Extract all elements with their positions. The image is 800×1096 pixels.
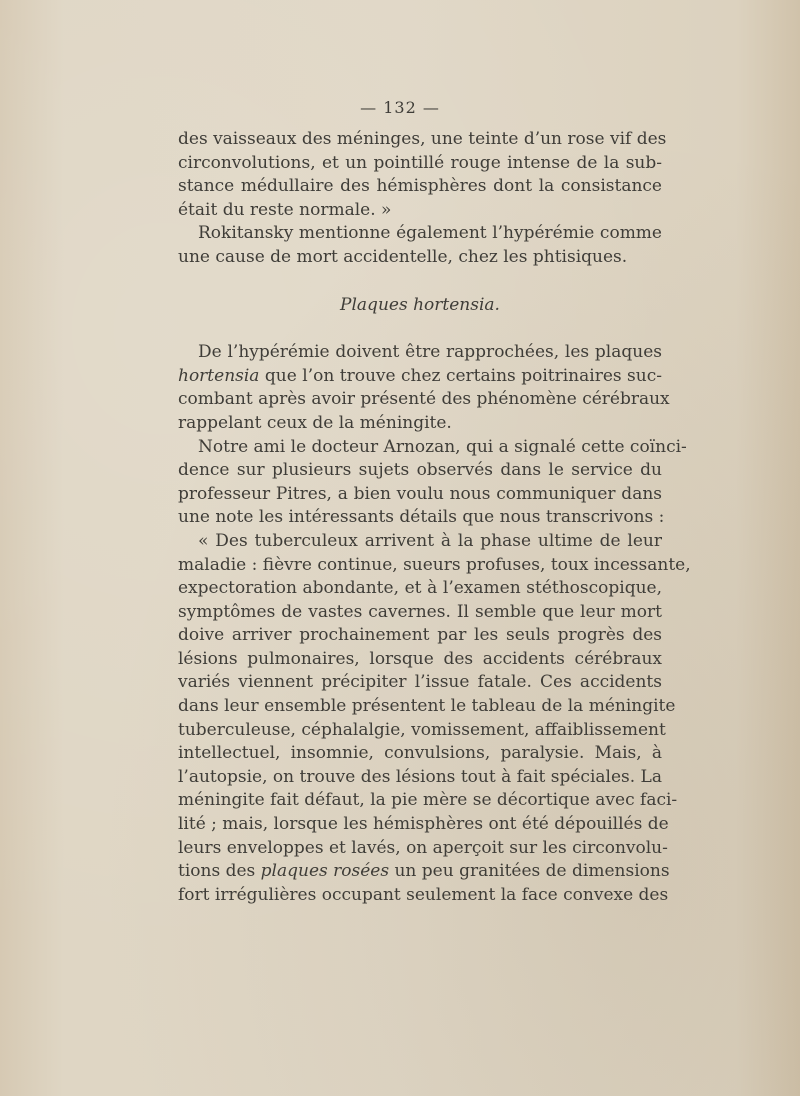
text-line [178,860,670,884]
text-fragment: un peu granitées de dimensions [389,861,670,882]
text-line: l’autopsie, on trouve des lésions tout à fait spéciales. La [178,766,662,787]
text-line: professeur Pitres, a bien voulu nous communiquer dans [178,483,662,504]
text-line: des vaisseaux des méninges, une teinte d’un rose vif des [178,129,667,149]
section-heading: Plaques hortensia. [340,294,500,315]
text-line: fort irrégulières occupant seulement la face convexe des [178,884,669,905]
text-line: « Des tuberculeux arrivent à la phase ultime de leur [198,530,662,551]
text-line: lité ; mais, lorsque les hémisphères ont été dépouillés de [178,814,669,835]
text-line: expectoration abondante, et à l’examen stéthoscopique, [178,578,662,599]
spacer [178,270,662,294]
text-line: De l’hypérémie doivent être rapprochées, les plaques [198,342,662,363]
text-line [178,365,662,389]
text-line: dence sur plusieurs sujets observés dans le service du [178,460,662,481]
text-line: tuberculeuse, céphalalgie, vomissement, affaiblissement [178,719,666,740]
text-line: intellectuel, insomnie, convulsions, paralysie. Mais, à [178,743,662,764]
page-number: — 132 — [360,98,440,117]
text-line: symptômes de vastes cavernes. Il semble que leur mort [178,601,662,622]
text-line: combant après avoir présenté des phénomène cérébraux [178,389,670,410]
italic-term: plaques rosées [260,861,390,882]
text-line: lésions pulmonaires, lorsque des accidents cérébraux [178,648,662,669]
text-line: méningite fait défaut, la pie mère se décortique avec faci- [178,790,678,811]
text-line: Rokitansky mentionne également l’hypérémie comme [198,223,662,244]
text-line: maladie : fièvre continue, sueurs profuses, toux incessante, [178,554,691,575]
text-line: était du reste normale. » [178,199,392,220]
text-line: stance médullaire des hémisphères dont la consistance [178,176,662,197]
spacer [178,317,662,341]
paragraph-arnozan [178,436,687,530]
text-line: doive arriver prochainement par les seuls progrès des [178,625,662,646]
text-line: rappelant ceux de la méningite. [178,412,452,433]
text-line: leurs enveloppes et lavés, on aperçoit sur les circonvolu- [178,837,668,858]
italic-term: hortensia [178,365,260,386]
paragraph-continuation [178,128,667,222]
paragraph-quotation [178,530,691,908]
text-line: circonvolutions, et un pointillé rouge intense de la sub- [178,152,662,173]
text-line: une note les intéressants détails que nous transcrivons : [178,507,665,528]
text-line: Notre ami le docteur Arnozan, qui a signalé cette coïnci- [198,436,687,457]
text-line: variés viennent précipiter l’issue fatale. Ces accidents [178,672,662,693]
text-fragment: que l’on trouve chez certains poitrinaires suc- [259,365,662,386]
text-line: dans leur ensemble présentent le tableau de la méningite [178,696,676,717]
text-fragment: tions des [178,861,261,882]
text-line: une cause de mort accidentelle, chez les phtisiques. [178,246,628,267]
paragraph-rokitansky [178,222,662,269]
paragraph-hyperemie [178,341,670,435]
body-text [178,128,691,907]
